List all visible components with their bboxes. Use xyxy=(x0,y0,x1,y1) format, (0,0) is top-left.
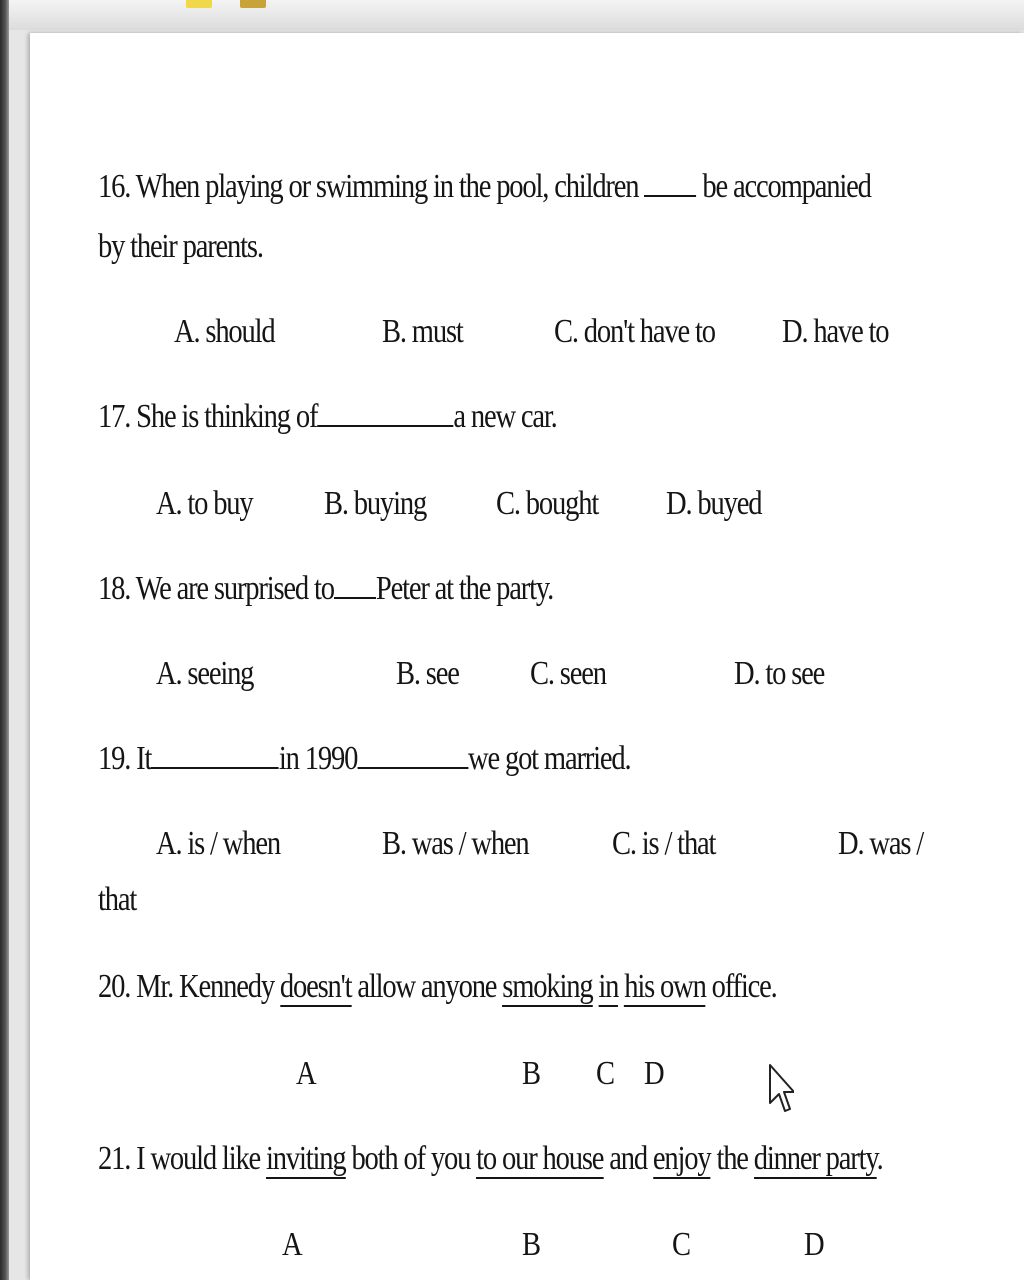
window-edge xyxy=(0,0,9,1280)
answer-blank xyxy=(357,741,468,769)
toolbar-strip xyxy=(0,0,1024,30)
letter-d: D xyxy=(644,1055,665,1092)
option-b: B. see xyxy=(396,655,459,692)
underlined-part-b: smoking xyxy=(502,968,593,1005)
underlined-part-d: dinner party xyxy=(753,1140,877,1177)
option-c: C. seen xyxy=(530,655,606,692)
option-a: A. seeing xyxy=(156,655,254,692)
letter-d: D xyxy=(804,1226,825,1263)
question-20: 20. Mr. Kennedy doesn't allow anyone smoking in his own office. xyxy=(98,968,777,1005)
question-21: 21. I would like inviting both of you to our house and enjoy the dinner party. xyxy=(98,1140,883,1177)
letter-c: C xyxy=(596,1055,616,1092)
option-a: A. should xyxy=(174,313,275,350)
underlined-part-a: inviting xyxy=(266,1140,346,1177)
option-d: D. buyed xyxy=(666,485,762,522)
underlined-part-b: to our house xyxy=(476,1140,604,1177)
option-b: B. must xyxy=(382,313,463,350)
option-d: D. was / xyxy=(838,825,923,862)
question-17: 17. She is thinking of a new car. xyxy=(98,398,557,435)
toolbar-icon[interactable] xyxy=(240,0,266,8)
option-a: A. to buy xyxy=(156,485,253,522)
option-b: B. was / when xyxy=(382,825,529,862)
option-a: A. is / when xyxy=(156,825,280,862)
answer-blank xyxy=(644,169,696,197)
question-19: 19. It in 1990 we got married. xyxy=(98,740,631,777)
option-b: B. buying xyxy=(324,485,427,522)
question-16: 16. When playing or swimming in the pool, children be accompanied xyxy=(98,168,871,205)
letter-b: B xyxy=(522,1055,542,1092)
underlined-part-c: in xyxy=(598,968,619,1005)
option-c: C. don't have to xyxy=(554,313,715,350)
toolbar-icon[interactable] xyxy=(186,0,212,8)
letter-b: B xyxy=(522,1226,542,1263)
mouse-cursor-icon xyxy=(768,1063,794,1115)
question-16-line2: by their parents. xyxy=(98,228,263,265)
letter-c: C xyxy=(672,1226,692,1263)
option-d: D. to see xyxy=(734,655,825,692)
underlined-part-d: his own xyxy=(624,968,706,1005)
letter-a: A xyxy=(296,1055,317,1092)
underlined-part-c: enjoy xyxy=(652,1140,711,1177)
option-d-wrap: that xyxy=(98,881,137,918)
answer-blank xyxy=(151,741,279,769)
question-18: 18. We are surprised to Peter at the party. xyxy=(98,570,554,607)
option-c: C. is / that xyxy=(612,825,716,862)
option-d: D. have to xyxy=(782,313,889,350)
document-page xyxy=(30,33,1024,1280)
answer-blank xyxy=(317,399,453,427)
underlined-part-a: doesn't xyxy=(279,968,352,1005)
option-c: C. bought xyxy=(496,485,599,522)
letter-a: A xyxy=(282,1226,303,1263)
answer-blank xyxy=(334,571,376,599)
